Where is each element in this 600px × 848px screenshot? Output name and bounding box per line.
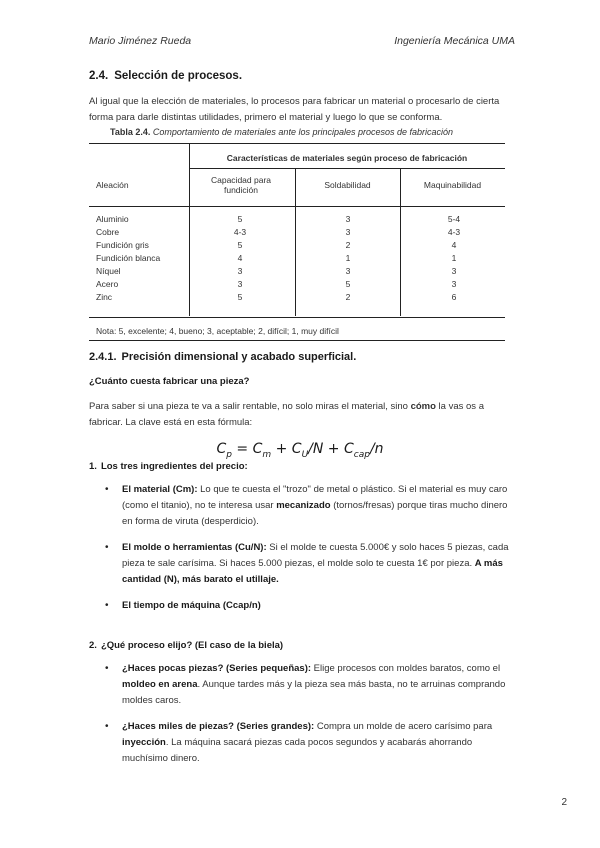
header-author: Mario Jiménez Rueda xyxy=(89,35,192,47)
bullet-icon: • xyxy=(105,721,109,732)
table-group-title: Características de materiales según proceso de fabricación xyxy=(226,153,468,163)
table-caption-text: Comportamiento de materiales ante los principales procesos de fabricación xyxy=(152,127,454,137)
table-row xyxy=(89,214,505,227)
table-divider xyxy=(89,206,505,207)
rentable-text-before: Para saber si una pieza te va a salir rentable, no solo miras el material, sino xyxy=(89,401,411,412)
list-item: • ¿Haces pocas piezas? (Series pequeñas): Elige procesos con moldes baratos, como el moldeo en arena. Aunque tardes más y la pieza sea más basta, no te arruinas comprando moldes caros. xyxy=(105,663,506,706)
table-note: Nota: 5, excelente; 4, bueno; 3, aceptable; 2, difícil; 1, muy difícil xyxy=(96,326,339,336)
subsection-number: 2.4.1. xyxy=(89,351,117,363)
column-header-alloy: Aleación xyxy=(96,180,129,190)
process-heading xyxy=(89,640,283,651)
cell-alloy: Níquel xyxy=(96,266,121,276)
cell-weldability: 3 xyxy=(345,266,351,276)
cell-alloy: Cobre xyxy=(96,227,120,237)
section-number: 2.4. xyxy=(89,70,109,82)
cell-weldability: 3 xyxy=(345,214,351,224)
cell-machinability: 3 xyxy=(451,266,457,276)
subsection-heading xyxy=(89,351,356,363)
rentable-text-after: la vas os a fabricar. La clave está en esta fórmula: xyxy=(89,401,484,428)
cell-machinability: 3 xyxy=(451,279,457,289)
table-caption-label: Tabla 2.4. xyxy=(110,127,151,137)
cell-casting: 5 xyxy=(237,240,243,250)
cost-formula: $C_p = C_m + C_U/N + C_{cap}/n$ xyxy=(216,441,384,460)
cell-casting: 3 xyxy=(237,279,243,289)
cell-casting: 4 xyxy=(237,253,243,263)
cell-weldability: 5 xyxy=(345,279,351,289)
bullet-icon: • xyxy=(105,663,109,674)
list-item: • El material (Cm): Lo que te cuesta el "trozo" de metal o plástico. Si el material es muy caro (como el titanio), no te interesa usar mecanizado (tornos/fresas) porque tiras mucho dinero en forma de viruta (desperdicio). xyxy=(105,484,508,527)
cell-casting: 4-3 xyxy=(233,227,247,237)
ingredients-heading xyxy=(89,461,248,472)
cell-machinability: 1 xyxy=(451,253,457,263)
cell-machinability: 4 xyxy=(451,240,457,250)
column-header-weldability: Soldabilidad xyxy=(324,180,371,190)
column-header-casting: Capacidad para fundición xyxy=(210,175,271,195)
header-course: Ingeniería Mecánica UMA xyxy=(394,35,515,47)
ingredients-number: 1. xyxy=(89,461,97,472)
subsection-title: Precisión dimensional y acabado superficial. xyxy=(121,351,357,363)
rentable-paragraph xyxy=(89,399,514,431)
cell-alloy: Acero xyxy=(96,279,119,289)
ingredients-title: Los tres ingredientes del precio: xyxy=(100,461,248,472)
rentable-text-bold: cómo xyxy=(410,401,436,412)
cell-alloy: Fundición blanca xyxy=(96,253,161,263)
list-item: • El tiempo de máquina (Ccap/n) xyxy=(100,598,520,614)
cell-alloy: Aluminio xyxy=(96,214,129,224)
ingredients-list xyxy=(100,482,520,624)
table-row xyxy=(89,266,505,279)
cell-machinability: 6 xyxy=(451,292,457,302)
table-divider xyxy=(89,317,505,318)
process-list xyxy=(100,661,520,777)
cell-weldability: 1 xyxy=(345,253,351,263)
cell-alloy: Fundición gris xyxy=(96,240,149,250)
list-item: • ¿Haces miles de piezas? (Series grandes): Compra un molde de acero carísimo para inyección. La máquina sacará piezas cada pocos segundos y acabarás ahorrando muchísimo dinero. xyxy=(105,721,493,764)
bullet-icon: • xyxy=(105,600,109,611)
bullet-icon: • xyxy=(105,542,109,553)
table-row xyxy=(89,292,505,305)
process-number: 2. xyxy=(89,640,97,651)
materials-table xyxy=(89,143,505,341)
table-divider xyxy=(189,168,505,169)
cell-machinability: 5-4 xyxy=(447,214,461,224)
bullet-icon: • xyxy=(105,484,109,495)
cell-weldability: 2 xyxy=(345,240,351,250)
process-title: ¿Qué proceso elijo? (El caso de la biela) xyxy=(100,640,284,651)
page-number: 2 xyxy=(561,797,567,808)
cell-casting: 5 xyxy=(237,214,243,224)
table-row xyxy=(89,253,505,266)
cell-casting: 5 xyxy=(237,292,243,302)
table-row xyxy=(89,240,505,253)
table-row xyxy=(89,227,505,240)
cell-weldability: 3 xyxy=(345,227,351,237)
cell-casting: 3 xyxy=(237,266,243,276)
cell-weldability: 2 xyxy=(345,292,351,302)
table-caption xyxy=(110,127,510,138)
column-header-machinability: Maquinabilidad xyxy=(423,180,482,190)
section-heading xyxy=(89,70,242,82)
cell-machinability: 4-3 xyxy=(447,227,461,237)
intro-paragraph: Al igual que la elección de materiales, lo procesos para fabricar un material o procesarlo de cierta forma para darle distintas utilidades, primero el material y luego lo que se conforma. xyxy=(89,96,500,123)
section-title: Selección de procesos. xyxy=(114,70,243,82)
table-row xyxy=(89,279,505,292)
list-item: • El molde o herramientas (Cu/N): Si el molde te cuesta 5.000€ y solo haces 5 piezas, cada pieza te sale carísima. Si haces 5.000 piezas, el molde solo te cuesta 1€ por pieza. A más cantidad (N), más barato el utillaje. xyxy=(105,542,509,585)
question-heading: ¿Cuánto cuesta fabricar una pieza? xyxy=(89,376,250,387)
cell-alloy: Zinc xyxy=(96,292,113,302)
